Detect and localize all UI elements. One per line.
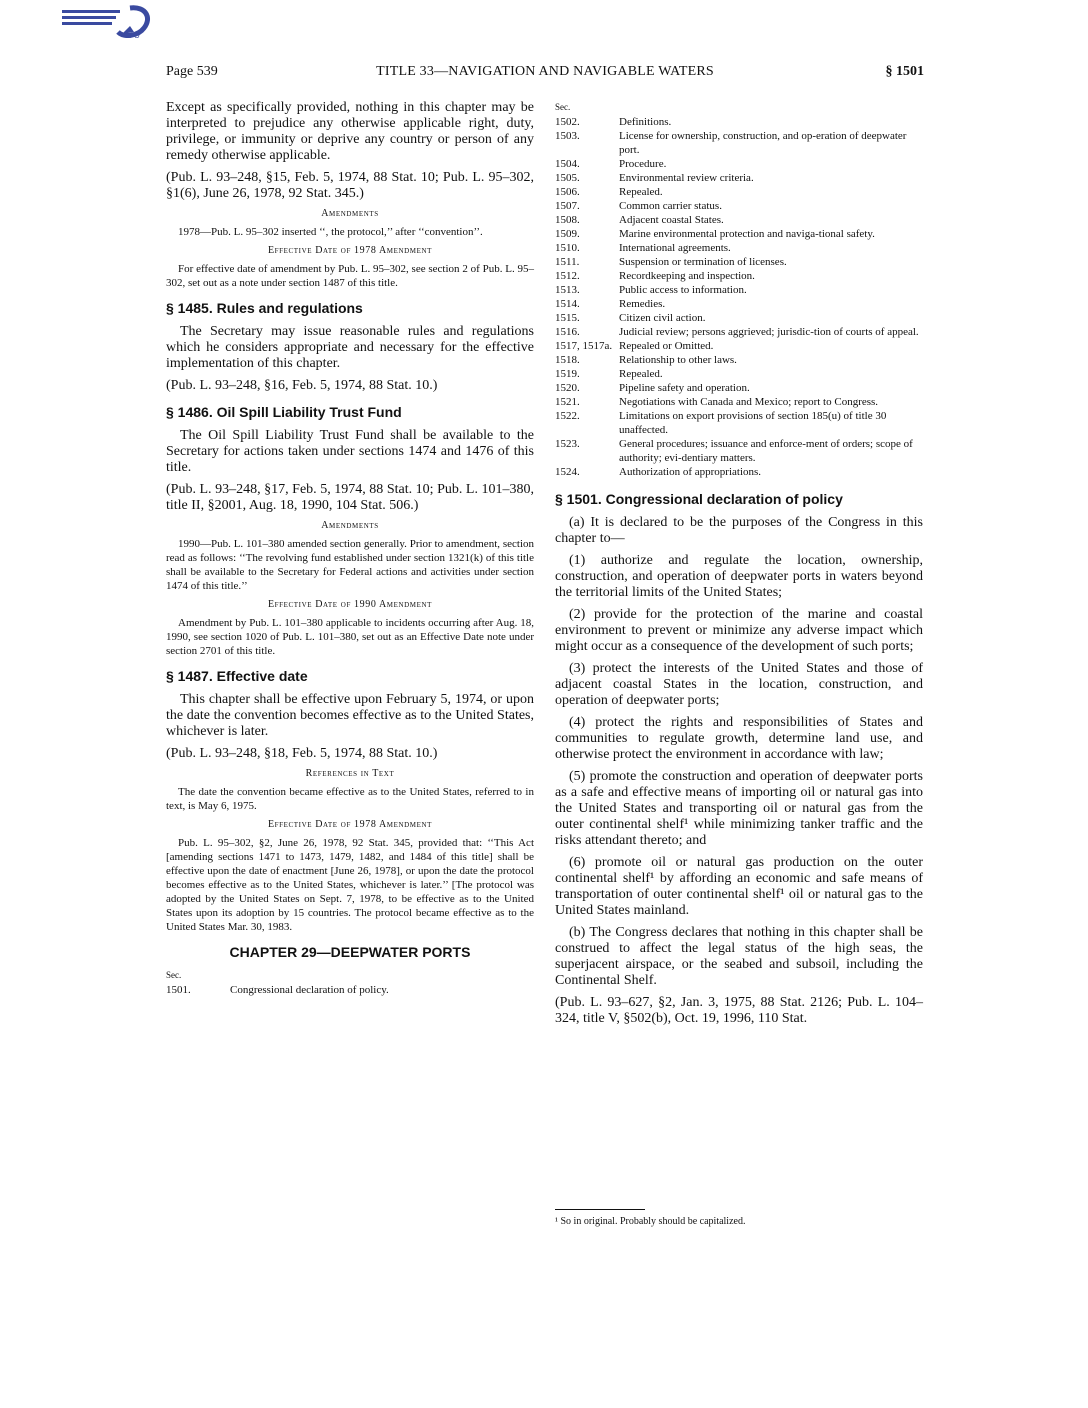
toc-number: 1505. — [555, 172, 580, 184]
note-heading: Effective Date of 1978 Amendment — [267, 245, 433, 256]
note-text: 1978—Pub. L. 95–302 inserted ‘‘, the protocol,’’ after ‘‘convention’’. — [178, 226, 483, 238]
toc-number: 1510. — [555, 242, 580, 254]
note-text: The date the convention became effective as to the United States, referred to in text, is May 6, 1975. — [166, 786, 534, 812]
chapter-toc-continued — [555, 100, 923, 479]
paragraph: (2) provide for the protection of the marine and coastal environment to prevent or minimize any adverse impact which might occur as a consequence of the development of such ports; — [555, 607, 923, 654]
toc-number: 1507. — [555, 200, 580, 212]
paragraph: (a) It is declared to be the purposes of the Congress in this chapter to— — [555, 515, 923, 546]
toc-text: Remedies. — [619, 298, 666, 310]
paragraph: Except as specifically provided, nothing in this chapter may be interpreted to prejudice any otherwise applicable right, duty, privilege, or immunity or deprive any country or person of any remedy otherwise applicable. — [166, 100, 534, 163]
section-heading: § 1501. Congressional declaration of policy — [555, 491, 843, 507]
toc-number: 1503. — [555, 130, 580, 142]
toc-number: 1521. — [555, 396, 580, 408]
toc-item — [555, 381, 923, 395]
toc-item — [555, 157, 923, 171]
toc-number: 1519. — [555, 368, 580, 380]
section-heading: § 1486. Oil Spill Liability Trust Fund — [166, 404, 402, 420]
toc-item — [555, 171, 923, 185]
footnote-rule — [555, 1209, 645, 1210]
toc-number: 1511. — [555, 256, 580, 268]
toc-text: Judicial review; persons aggrieved; jurisdic-tion of courts of appeal. — [619, 326, 919, 338]
toc-item — [555, 311, 923, 325]
toc-number: 1508. — [555, 214, 580, 226]
toc-label: Sec. — [555, 102, 571, 112]
toc-item — [555, 339, 923, 353]
paragraph: This chapter shall be effective upon February 5, 1974, or upon the date the convention becomes effective as to the United States, whichever is later. — [166, 692, 534, 739]
toc-text: Environmental review criteria. — [619, 172, 754, 184]
toc-number: 1522. — [555, 410, 580, 422]
toc-item — [555, 185, 923, 199]
toc-item — [555, 115, 923, 129]
section-heading: § 1485. Rules and regulations — [166, 300, 363, 316]
toc-number: 1520. — [555, 382, 580, 394]
gpo-authenticated-logo — [60, 4, 156, 40]
header-section: § 1501 — [885, 64, 924, 79]
note-heading: Effective Date of 1990 Amendment — [267, 599, 433, 610]
toc-text: Repealed. — [619, 368, 663, 380]
citation: (Pub. L. 93–248, §15, Feb. 5, 1974, 88 Stat. 10; Pub. L. 95–302, §1(6), June 26, 1978, 92 Stat. 345.) — [166, 170, 534, 201]
toc-number: 1516. — [555, 326, 580, 338]
section-heading: § 1487. Effective date — [166, 668, 308, 684]
toc-text: Common carrier status. — [619, 200, 722, 212]
toc-item — [555, 409, 923, 437]
toc-number: 1513. — [555, 284, 580, 296]
citation: (Pub. L. 93–248, §16, Feb. 5, 1974, 88 Stat. 10.) — [166, 378, 438, 393]
toc-item — [555, 269, 923, 283]
toc-item — [555, 255, 923, 269]
toc-number: 1523. — [555, 438, 580, 450]
page-number: Page 539 — [166, 64, 218, 79]
toc-item — [555, 227, 923, 241]
toc-item — [555, 353, 923, 367]
toc-text: License for ownership, construction, and op-eration of deepwater port. — [619, 130, 907, 156]
toc-item — [555, 367, 923, 381]
toc-list — [555, 115, 923, 479]
toc-number: 1518. — [555, 354, 580, 366]
toc-label: Sec. — [166, 970, 182, 980]
toc-item — [555, 395, 923, 409]
toc-number: 1514. — [555, 298, 580, 310]
chapter-heading: CHAPTER 29—DEEPWATER PORTS — [229, 944, 471, 960]
chapter-toc — [166, 968, 534, 997]
toc-text: Limitations on export provisions of section 185(u) of title 30 unaffected. — [619, 410, 887, 436]
toc-text: International agreements. — [619, 242, 731, 254]
paragraph: (3) protect the interests of the United States and those of adjacent coastal States in the location, construction, and operation of deepwater ports; — [555, 661, 923, 708]
toc-item — [555, 437, 923, 465]
footnote — [555, 1209, 923, 1227]
toc-item — [555, 199, 923, 213]
toc-number: 1506. — [555, 186, 580, 198]
paragraph: (6) promote oil or natural gas production on the outer continental shelf¹ by affording an economic and safe means of transportation of outer continental shelf¹ oil or natural gas to the United States mainland. — [555, 855, 923, 918]
toc-text: Recordkeeping and inspection. — [619, 270, 755, 282]
note-heading: Effective Date of 1978 Amendment — [267, 819, 433, 830]
toc-text: Suspension or termination of licenses. — [619, 256, 787, 268]
paragraph: (4) protect the rights and responsibilities of States and communities to regulate growth, determine land use, and otherwise protect the environment in accordance with law; — [555, 715, 923, 762]
citation: (Pub. L. 93–248, §17, Feb. 5, 1974, 88 Stat. 10; Pub. L. 101–380, title II, §2001, Aug. 18, 1990, 104 Stat. 506.) — [166, 482, 534, 513]
paragraph: (5) promote the construction and operation of deepwater ports as a safe and effective means of importing oil or natural gas into the United States and transporting oil or natural gas from the outer continental shelf¹ while minimizing tanker traffic and the risks attendant thereto; and — [555, 769, 923, 848]
toc-item — [555, 213, 923, 227]
toc-text: Procedure. — [619, 158, 667, 170]
paragraph: (b) The Congress declares that nothing in this chapter shall be construed to affect the legal status of the high seas, the superjacent airspace, or the seabed and subsoil, including the Continental Shelf. — [555, 925, 923, 988]
toc-number: 1501. — [166, 984, 191, 996]
toc-item — [555, 465, 923, 479]
svg-text:GPO: GPO — [124, 33, 140, 40]
paragraph: (1) authorize and regulate the location, ownership, construction, and operation of deepwater ports in waters beyond the territorial limits of the United States; — [555, 553, 923, 600]
toc-number: 1509. — [555, 228, 580, 240]
toc-text: Repealed or Omitted. — [619, 340, 714, 352]
right-column — [555, 100, 923, 1033]
note-heading: Amendments — [321, 208, 379, 219]
header-title: TITLE 33—NAVIGATION AND NAVIGABLE WATERS — [376, 64, 714, 79]
toc-item — [555, 241, 923, 255]
toc-text: Definitions. — [619, 116, 672, 128]
toc-text: Pipeline safety and operation. — [619, 382, 750, 394]
toc-text: Congressional declaration of policy. — [230, 984, 389, 996]
toc-text: Negotiations with Canada and Mexico; report to Congress. — [619, 396, 879, 408]
paragraph: The Oil Spill Liability Trust Fund shall be available to the Secretary for actions taken under sections 1474 and 1476 of this title. — [166, 428, 534, 475]
toc-item — [555, 129, 923, 157]
toc-text: Citizen civil action. — [619, 312, 706, 324]
note-text: 1990—Pub. L. 101–380 amended section generally. Prior to amendment, section read as follows: ‘‘The revolving fund established under section 1321(k) of this title shall be available to the Secretary for Federal actions and activities under section 1474 of this title.’’ — [166, 538, 534, 592]
toc-number: 1504. — [555, 158, 580, 170]
paragraph: The Secretary may issue reasonable rules and regulations which he considers appropriate and necessary for the effective implementation of this chapter. — [166, 324, 534, 371]
toc-number: 1524. — [555, 466, 580, 478]
note-heading: References in Text — [305, 768, 395, 779]
toc-item — [555, 283, 923, 297]
footnote-text: ¹ So in original. Probably should be capitalized. — [555, 1216, 746, 1227]
note-text: For effective date of amendment by Pub. L. 95–302, see section 2 of Pub. L. 95–302, set out as a note under section 1487 of this title. — [166, 263, 534, 289]
toc-text: Marine environmental protection and naviga-tional safety. — [619, 228, 875, 240]
toc-text: Repealed. — [619, 186, 663, 198]
toc-number: 1502. — [555, 116, 580, 128]
citation: (Pub. L. 93–248, §18, Feb. 5, 1974, 88 Stat. 10.) — [166, 746, 438, 761]
note-text: Amendment by Pub. L. 101–380 applicable to incidents occurring after Aug. 18, 1990, see section 1020 of Pub. L. 101–380, set out as an Effective Date note under section 2701 of this title. — [166, 617, 534, 657]
toc-text: General procedures; issuance and enforce-ment of orders; scope of authority; evi-dentiary matters. — [619, 438, 913, 464]
toc-item — [166, 983, 534, 997]
toc-number: 1512. — [555, 270, 580, 282]
toc-number: 1515. — [555, 312, 580, 324]
running-header — [166, 64, 924, 84]
toc-item — [555, 297, 923, 311]
note-text: Pub. L. 95–302, §2, June 26, 1978, 92 Stat. 345, provided that: ‘‘This Act [amending sections 1471 to 1473, 1479, 1482, and 1484 of this title] shall be effective upon the date of enactment [June 26, 1978], or upon the date the protocol becomes effective as to the United States, whichever is later.’’ [The protocol was adopted by the United States on Sept. 7, 1978, to be effective as to the United States upon its adoption by 15 countries. The protocol became effective as to the United States Mar. 30, 1983. — [166, 837, 534, 933]
citation: (Pub. L. 93–627, §2, Jan. 3, 1975, 88 Stat. 2126; Pub. L. 104–324, title V, §502(b), Oct. 19, 1996, 110 Stat. — [555, 995, 923, 1026]
toc-text: Adjacent coastal States. — [619, 214, 724, 226]
toc-text: Relationship to other laws. — [619, 354, 737, 366]
toc-text: Public access to information. — [619, 284, 747, 296]
toc-number: 1517, 1517a. — [555, 340, 613, 352]
left-column — [166, 100, 534, 997]
toc-item — [555, 325, 923, 339]
note-heading: Amendments — [321, 520, 379, 531]
toc-text: Authorization of appropriations. — [619, 466, 762, 478]
